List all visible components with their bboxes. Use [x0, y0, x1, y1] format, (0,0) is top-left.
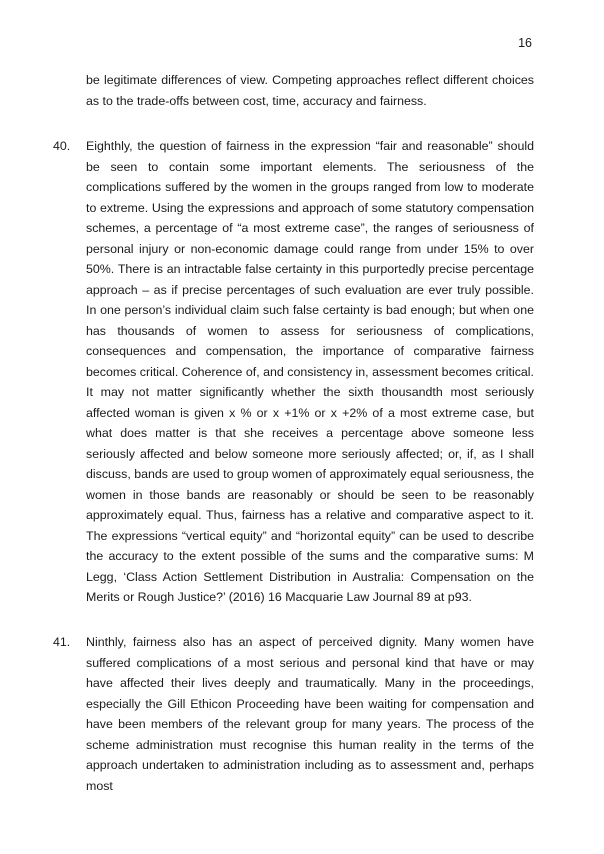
paragraph-text: Eighthly, the question of fairness in the expression “fair and reasonable” should be seen to contain some important elements. The seriousness of the complications suffered by the women in the groups ranged from low to moderate to extreme. Using the expressions and approach of some statutory compensation schemes, a percentage of “a most extreme case”, the ranges of seriousness of personal injury or non-economic damage could range from under 15% to over 50%. There is an intractable false certainty in this purportedly precise percentage approach – as if precise percentages of such evaluation are ever truly possible. In one person’s individual claim such false certainty is bad enough; but when one has thousands of women to assess for seriousness of complications, consequences and compensation, the importance of comparative fairness becomes critical. Coherence of, and consistency in, assessment becomes critical. It may not matter significantly whether the sixth thousandth most seriously affected woman is given x % or x +1% or x +2% of a most extreme case, but what does matter is that she receives a percentage above someone less seriously affected and below someone more seriously affected; or, if, as I shall discuss, bands are used to group women of approximately equal seriousness, the women in those bands are reasonably or should be seen to be reasonably approximately equal. Thus, fairness has a relative and comparative aspect to it. The expressions “vertical equity” and “horizontal equity” can be used to describe the accuracy to the extent possible of the sums and the comparative sums: M Legg, ‘Class Action Settlement Distribution in Australia: Compensation on the Merits or Rough Justice?’ (2016) 16 Macquarie Law Journal 89 at p93.: [86, 139, 534, 604]
paragraph-40: [53, 136, 534, 608]
continuation-paragraph: be legitimate differences of view. Competing approaches reflect different choices as to the trade-offs between cost, time, accuracy and fairness.: [86, 73, 534, 108]
page-number: 16: [518, 36, 532, 50]
paragraph-41: [53, 632, 534, 796]
paragraph-number: 41.: [53, 635, 71, 649]
paragraph-text: Ninthly, fairness also has an aspect of perceived dignity. Many women have suffered complications of a most serious and personal kind that have or may have affected their lives deeply and traumatically. Many in the proceedings, especially the Gill Ethicon Proceeding have been waiting for compensation and have been members of the relevant group for many years. The process of the scheme administration must recognise this human reality in the terms of the approach undertaken to administration including as to assessment and, perhaps most: [86, 635, 534, 793]
paragraph-number: 40.: [53, 139, 71, 153]
